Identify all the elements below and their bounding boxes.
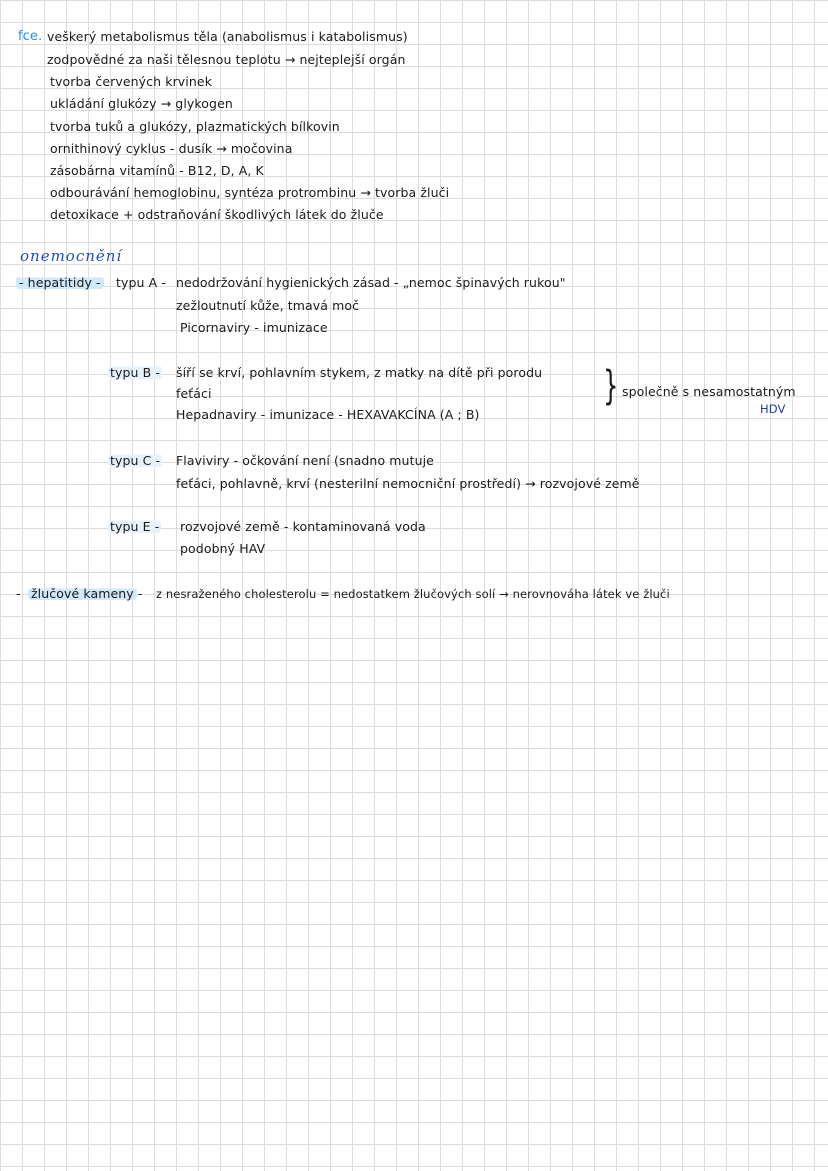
type-e-label: typu E - <box>110 519 160 534</box>
curly-brace-icon: } <box>603 363 619 409</box>
type-b-line: šíří se krví, pohlavním stykem, z matky na dítě při porodu <box>176 365 543 380</box>
hepatitis-highlight: - hepatitidy - <box>16 275 104 290</box>
type-c-label: typu C - <box>110 453 161 468</box>
gallstones-label: žlučové kameny <box>28 586 137 602</box>
type-a-line: nedodržování hygienických zásad - „nemoc špinavých rukou" <box>176 275 566 290</box>
function-item: veškerý metabolismus těla (anabolismus i katabolismus) <box>47 29 408 44</box>
gallstones-separator: - <box>138 586 143 601</box>
function-item: detoxikace + odstraňování škodlivých látek do žluče <box>50 207 384 222</box>
function-item: tvorba tuků a glukózy, plazmatických bílkovin <box>50 119 340 134</box>
gallstones-dash: - <box>16 586 21 601</box>
type-c-line: Flaviviry - očkování není (snadno mutuje <box>176 453 434 468</box>
type-e-line: podobný HAV <box>180 541 266 556</box>
hdv-tag: HDV <box>760 402 786 416</box>
function-item: tvorba červených krvinek <box>50 74 213 89</box>
function-item: zásobárna vitamínů - B12, D, A, K <box>50 163 264 178</box>
hepatitis-label <box>16 275 104 291</box>
type-a-label: typu A - <box>116 275 166 290</box>
section-heading-diseases: onemocnění <box>20 247 123 265</box>
type-b-label: typu B - <box>110 365 160 380</box>
functions-label: fce. <box>18 29 43 44</box>
type-e-line: rozvojové země - kontaminovaná voda <box>180 519 426 534</box>
function-item: odbourávání hemoglobinu, syntéza protrombinu → tvorba žluči <box>50 185 450 200</box>
type-b-line: feťáci <box>176 386 212 401</box>
type-b-line: Hepadnaviry - imunizace - HEXAVAKCÍNA (A ; B) <box>176 407 480 422</box>
type-c-line: feťáci, pohlavně, krví (nesterilní nemocniční prostředí) → rozvojové země <box>176 476 640 491</box>
function-item: zodpovědné za naši tělesnou teplotu → nejteplejší orgán <box>47 52 406 67</box>
gallstones-text: z nesraženého cholesterolu = nedostatkem žlučových solí → nerovnováha látek ve žluči <box>156 587 670 601</box>
type-b-note: společně s nesamostatným <box>622 384 796 399</box>
type-a-line: Picornaviry - imunizace <box>180 320 328 335</box>
function-item: ukládání glukózy → glykogen <box>50 96 233 111</box>
function-item: ornithinový cyklus - dusík → močovina <box>50 141 293 156</box>
type-a-line: zežloutnutí kůže, tmavá moč <box>176 298 360 313</box>
